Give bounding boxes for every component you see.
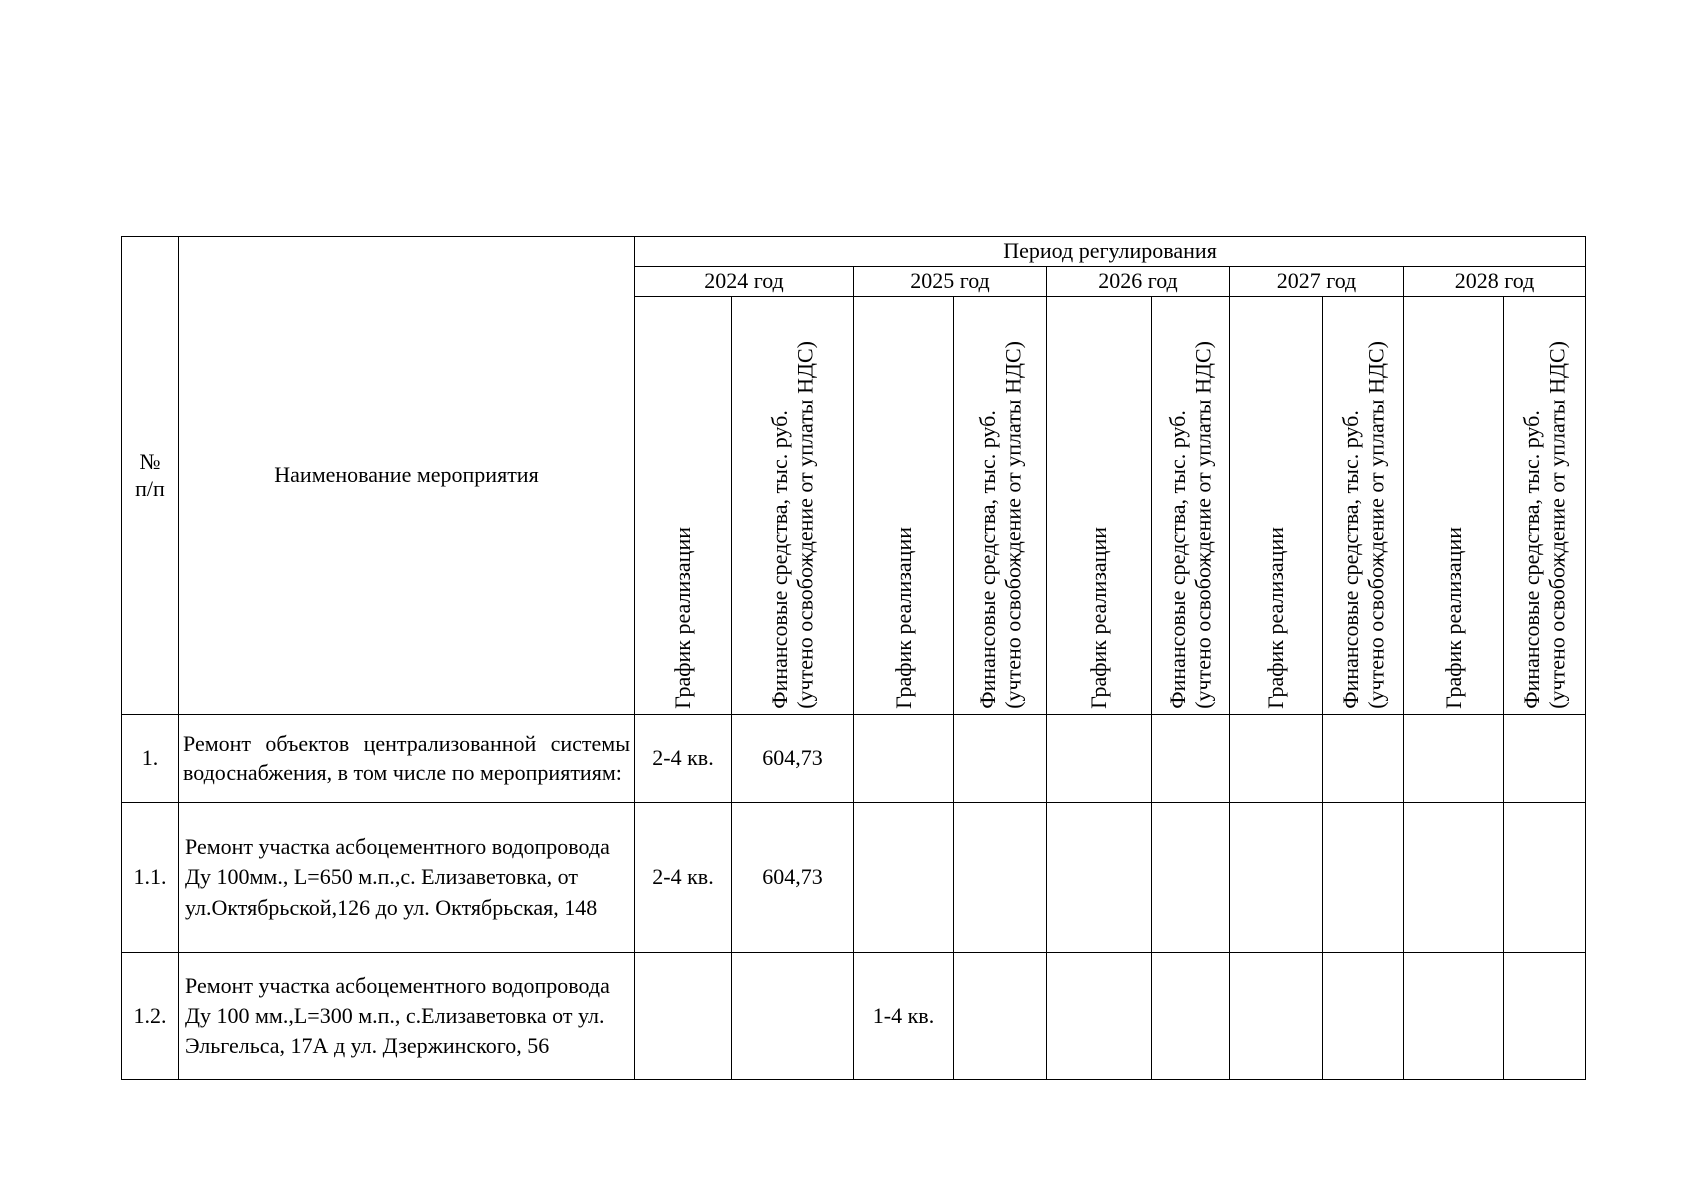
header-finance-2024: Финансовые средства, тыс. руб. (учтено освобождение от уплаты НДС) bbox=[732, 297, 854, 715]
header-schedule-2026: График реализации bbox=[1047, 297, 1152, 715]
cell-schedule-2024: 2-4 кв. bbox=[635, 803, 732, 953]
cell-schedule-2027 bbox=[1230, 953, 1323, 1080]
cell-schedule-2028 bbox=[1404, 953, 1504, 1080]
table-row bbox=[122, 715, 1586, 803]
cell-finance-2026 bbox=[1152, 953, 1230, 1080]
header-period: Период регулирования bbox=[635, 237, 1586, 267]
header-year-2028: 2028 год bbox=[1404, 267, 1586, 297]
cell-schedule-2026 bbox=[1047, 803, 1152, 953]
cell-finance-2028 bbox=[1504, 803, 1586, 953]
row-number: 1.1. bbox=[122, 803, 179, 953]
cell-schedule-2025: 1-4 кв. bbox=[854, 953, 954, 1080]
cell-finance-2025 bbox=[954, 715, 1047, 803]
row-name: Ремонт участка асбоцементного водопровода Ду 100мм., L=650 м.п.,с. Елизаветовка, от ул.Октябрьской,126 до ул. Октябрьская, 148 bbox=[179, 803, 635, 953]
header-schedule-2027: График реализации bbox=[1230, 297, 1323, 715]
cell-schedule-2027 bbox=[1230, 715, 1323, 803]
cell-schedule-2028 bbox=[1404, 715, 1504, 803]
cell-finance-2027 bbox=[1323, 715, 1404, 803]
investment-plan-table bbox=[121, 236, 1586, 1080]
header-year-2025: 2025 год bbox=[854, 267, 1047, 297]
cell-finance-2027 bbox=[1323, 953, 1404, 1080]
header-schedule-2025: График реализации bbox=[854, 297, 954, 715]
row-number: 1. bbox=[122, 715, 179, 803]
cell-finance-2027 bbox=[1323, 803, 1404, 953]
header-number: № п/п bbox=[122, 237, 179, 715]
cell-finance-2028 bbox=[1504, 715, 1586, 803]
row-name: Ремонт участка асбоцементного водопровода Ду 100 мм.,L=300 м.п., с.Елизаветовка от ул. Эльгельса, 17А д ул. Дзержинского, 56 bbox=[179, 953, 635, 1080]
cell-finance-2024: 604,73 bbox=[732, 803, 854, 953]
cell-schedule-2028 bbox=[1404, 803, 1504, 953]
table-row bbox=[122, 803, 1586, 953]
cell-finance-2024: 604,73 bbox=[732, 715, 854, 803]
header-name: Наименование мероприятия bbox=[179, 237, 635, 715]
header-finance-2027: Финансовые средства, тыс. руб. (учтено освобождение от уплаты НДС) bbox=[1323, 297, 1404, 715]
header-schedule-2028: График реализации bbox=[1404, 297, 1504, 715]
header-finance-2028: Финансовые средства, тыс. руб. (учтено освобождение от уплаты НДС) bbox=[1504, 297, 1586, 715]
header-finance-2025: Финансовые средства, тыс. руб. (учтено освобождение от уплаты НДС) bbox=[954, 297, 1047, 715]
cell-finance-2026 bbox=[1152, 803, 1230, 953]
cell-schedule-2027 bbox=[1230, 803, 1323, 953]
row-name: Ремонт объектов централизованной системы водоснабжения, в том числе по мероприятиям: bbox=[179, 715, 635, 803]
cell-finance-2028 bbox=[1504, 953, 1586, 1080]
row-number: 1.2. bbox=[122, 953, 179, 1080]
header-finance-2026: Финансовые средства, тыс. руб. (учтено освобождение от уплаты НДС) bbox=[1152, 297, 1230, 715]
cell-schedule-2026 bbox=[1047, 953, 1152, 1080]
header-schedule-2024: График реализации bbox=[635, 297, 732, 715]
header-year-2026: 2026 год bbox=[1047, 267, 1230, 297]
cell-schedule-2026 bbox=[1047, 715, 1152, 803]
cell-schedule-2024 bbox=[635, 953, 732, 1080]
header-year-2027: 2027 год bbox=[1230, 267, 1404, 297]
cell-schedule-2025 bbox=[854, 803, 954, 953]
cell-finance-2024 bbox=[732, 953, 854, 1080]
cell-finance-2025 bbox=[954, 953, 1047, 1080]
cell-schedule-2024: 2-4 кв. bbox=[635, 715, 732, 803]
table-row bbox=[122, 953, 1586, 1080]
header-year-2024: 2024 год bbox=[635, 267, 854, 297]
cell-finance-2025 bbox=[954, 803, 1047, 953]
cell-schedule-2025 bbox=[854, 715, 954, 803]
cell-finance-2026 bbox=[1152, 715, 1230, 803]
